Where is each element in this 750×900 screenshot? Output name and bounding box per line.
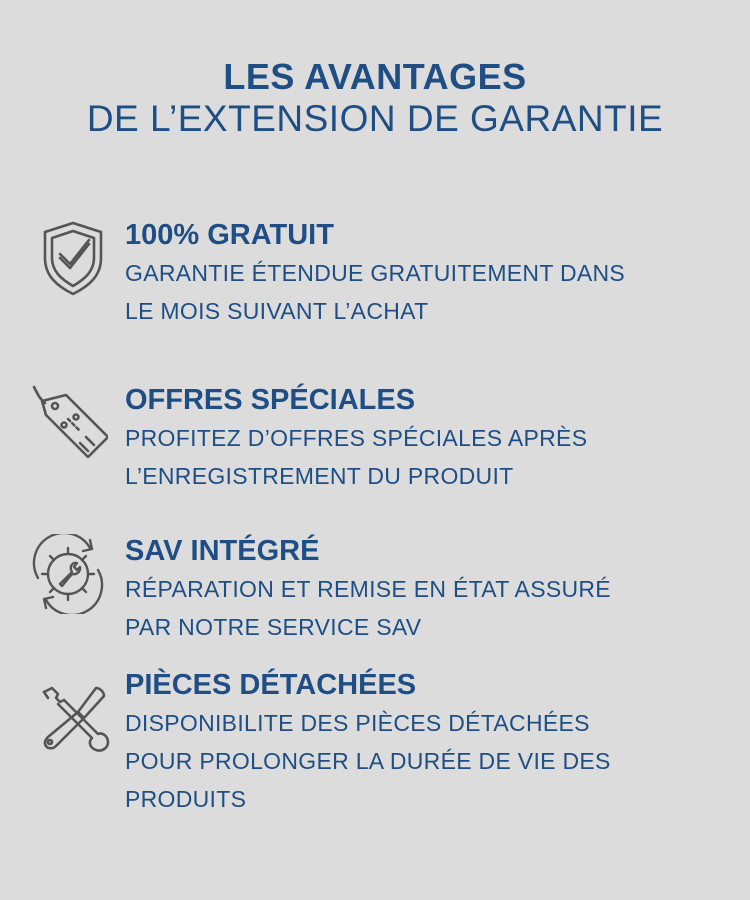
feature-description (125, 704, 725, 818)
feature-description (125, 570, 725, 646)
price-tag-icon (28, 381, 108, 461)
description-line: GARANTIE ÉTENDUE GRATUITEMENT DANS (125, 260, 626, 286)
shield-check-icon (33, 218, 113, 298)
feature-description (125, 419, 725, 495)
page-title: LES AVANTAGES (223, 56, 527, 97)
feature-title: 100% GRATUIT (125, 219, 334, 251)
description-line: L’ENREGISTREMENT DU PRODUIT (125, 463, 514, 489)
gear-wrench-cycle-icon (28, 534, 108, 614)
description-line: PAR NOTRE SERVICE SAV (125, 614, 422, 640)
feature-text (125, 534, 725, 646)
description-line: POUR PROLONGER LA DURÉE DE VIE DES (125, 748, 611, 774)
feature-text (125, 218, 725, 330)
page-subtitle: DE L’EXTENSION DE GARANTIE (86, 98, 664, 139)
tools-icon (36, 680, 116, 760)
description-line: LE MOIS SUIVANT L’ACHAT (125, 298, 429, 324)
description-line: DISPONIBILITE DES PIÈCES DÉTACHÉES (125, 710, 590, 736)
header (0, 57, 750, 141)
description-line: PROFITEZ D’OFFRES SPÉCIALES APRÈS (125, 425, 588, 451)
description-line: RÉPARATION ET REMISE EN ÉTAT ASSURÉ (125, 576, 611, 602)
feature-title: OFFRES SPÉCIALES (125, 384, 416, 416)
feature-text (125, 383, 725, 495)
feature-description (125, 254, 725, 330)
feature-title: PIÈCES DÉTACHÉES (125, 669, 417, 701)
feature-title: SAV INTÉGRÉ (125, 535, 320, 567)
feature-text (125, 668, 725, 818)
description-line: PRODUITS (125, 786, 247, 812)
